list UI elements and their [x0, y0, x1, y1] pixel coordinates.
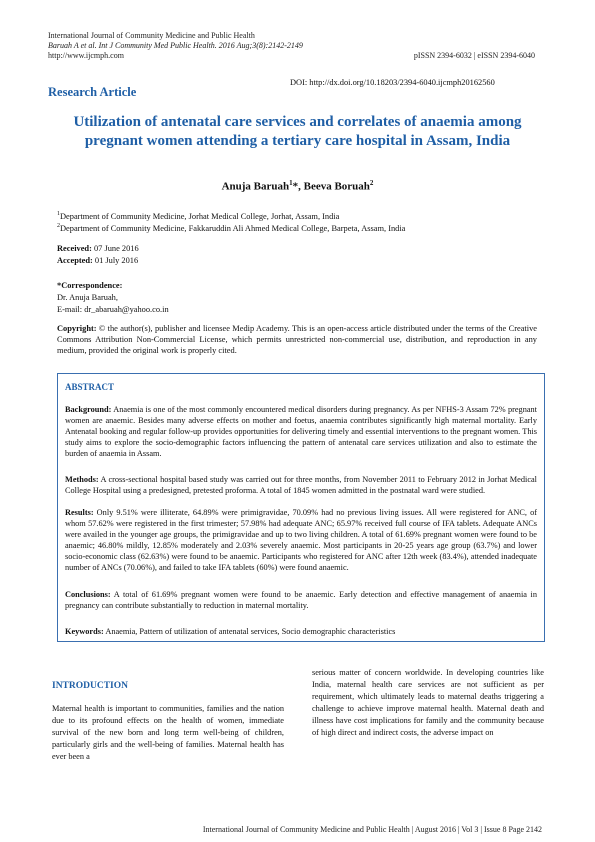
correspondence-email[interactable]: E-mail: dr_abaruah@yahoo.co.in: [57, 305, 169, 314]
affiliation-1: [57, 209, 339, 222]
background-text: Anaemia is one of the most commonly encountered medical disorders during pregnancy. As per NFHS-3 Assam 72% pregnant women are anaemic. Besides many adverse effects on mother and foetus, anaemia contributes significantly high maternal mortality. Early Antenatal booking and regular follow-up provides opportunities for delivering timely and essential interventions to the pregnant women. This study aims to explore the socio-demographic factors influencing the pattern of antenatal care services utilization and also to estimate the burden of anaemia in Assam.: [65, 405, 537, 458]
introduction-heading: INTRODUCTION: [52, 681, 129, 691]
journal-url[interactable]: http://www.ijcmph.com: [48, 51, 124, 60]
keywords-label: Keywords:: [65, 627, 104, 636]
accepted-value: 01 July 2016: [92, 256, 139, 265]
citation: Baruah A et al. Int J Community Med Public Health. 2016 Aug;3(8):2142-2149: [48, 41, 303, 50]
received-date: [57, 243, 139, 254]
article-title: Utilization of antenatal care services and correlates of anaemia among pregnant women attending a tertiary care hospital in Assam, India: [73, 114, 522, 149]
accepted-date: [57, 255, 138, 266]
author-2-affil: 2: [369, 179, 374, 187]
abstract-methods: [65, 474, 537, 496]
results-text: Only 9.51% were illiterate, 64.89% were primigravidae, 70.09% had no previous living issues. All were registered for ANC, of whom 57.62% were registered in the first trimester; 57.98% had adequate ANC; 65.97% received full course of IFA tablets. Adequate ANCs were availed in the younger age groups, the primigravidae and up to two living children. A total of 61.69% pregnant women were found to be anaemic; 46.80% mildly, 12.85% moderately and 2.03% severely anaemic. Most participants in 20-25 years age group (63.7%) and lower socio-economic class (62.63%) were found to be anaemic. Participants who registered for ANC after 12th week (83.4%), attended inadequate number of ANCs (70.06%), and failed to take IFA tablets (60%) were found anaemic.: [65, 508, 537, 572]
keywords-text: Anaemia, Pattern of utilization of antenatal services, Socio demographic characteristics: [103, 627, 396, 636]
abstract-background: [65, 404, 537, 459]
conclusions-text: A total of 61.69% pregnant women were found to be anaemic. Early detection and effective management of anaemia in pregnancy can contribute substantially to reduction in maternal mortality.: [65, 590, 537, 610]
affiliation-1-sup: 1: [57, 211, 60, 217]
affiliation-1-text: Department of Community Medicine, Jorhat Medical College, Jorhat, Assam, India: [60, 211, 340, 221]
affiliation-2: [57, 221, 405, 234]
introduction-col2: serious matter of concern worldwide. In developing countries like India, maternal health care services are not sufficient as per requirement, which ultimately leads to maternal deaths triggering a challenge to achieve improve maternal health. Maternal death and illness have cost implications for family and the community because of high direct and indirect costs, the adverse impact on: [312, 668, 544, 737]
affiliation-2-text: Department of Community Medicine, Fakkaruddin Ali Ahmed Medical College, Barpeta, Assam, India: [60, 223, 406, 233]
article-type: Research Article: [48, 85, 137, 99]
methods-label: Methods:: [65, 475, 99, 484]
methods-text: A cross-sectional hospital based study was carried out for three months, from November 2011 to February 2012 in Jorhat Medical College Hospital using a predesigned, pretested proforma. A total of 1845 women admitted in the postnatal ward were studied.: [65, 475, 537, 495]
received-label: Received:: [57, 244, 92, 253]
corresponding-mark: *,: [292, 180, 304, 193]
page-footer: International Journal of Community Medicine and Public Health | August 2016 | Vol 3 | Issue 8 Page 2142: [202, 825, 542, 834]
issn: pISSN 2394-6032 | eISSN 2394-6040: [413, 51, 535, 60]
authors: [0, 179, 595, 193]
copyright-label: Copyright:: [57, 324, 97, 333]
results-label: Results:: [65, 508, 94, 517]
accepted-label: Accepted:: [57, 256, 93, 265]
conclusions-label: Conclusions:: [65, 590, 111, 599]
author-1-affil: 1: [289, 179, 293, 187]
correspondence-name: Dr. Anuja Baruah,: [57, 293, 118, 302]
author-1: Anuja Baruah: [221, 180, 290, 193]
introduction-col1: Maternal health is important to communities, families and the nation due to its profound effects on the health of women, immediate survival of the new born and long term well-being of children, particularly girls and the well-being of families. Maternal health has ever been a: [52, 704, 284, 761]
abstract-results: [65, 507, 537, 573]
copyright-text: © the author(s), publisher and licensee Medip Academy. This is an open-access article distributed under the terms of the Creative Commons Attribution Non-Commercial License, which permits unrestricted non-commercial use, distribution, and reproduction in any medium, provided the original work is properly cited.: [57, 324, 537, 355]
affiliation-2-sup: 2: [57, 223, 60, 229]
journal-name: International Journal of Community Medicine and Public Health: [48, 31, 255, 40]
author-2: Beeva Boruah: [303, 180, 370, 193]
correspondence-label: *Correspondence:: [57, 281, 123, 290]
abstract-conclusions: [65, 589, 537, 611]
received-value: 07 June 2016: [91, 244, 139, 253]
background-label: Background:: [65, 405, 112, 414]
abstract-heading: ABSTRACT: [65, 382, 115, 392]
copyright: [57, 323, 537, 356]
doi[interactable]: DOI: http://dx.doi.org/10.18203/2394-6040.ijcmph20162560: [290, 78, 495, 87]
abstract-keywords: [65, 626, 537, 637]
